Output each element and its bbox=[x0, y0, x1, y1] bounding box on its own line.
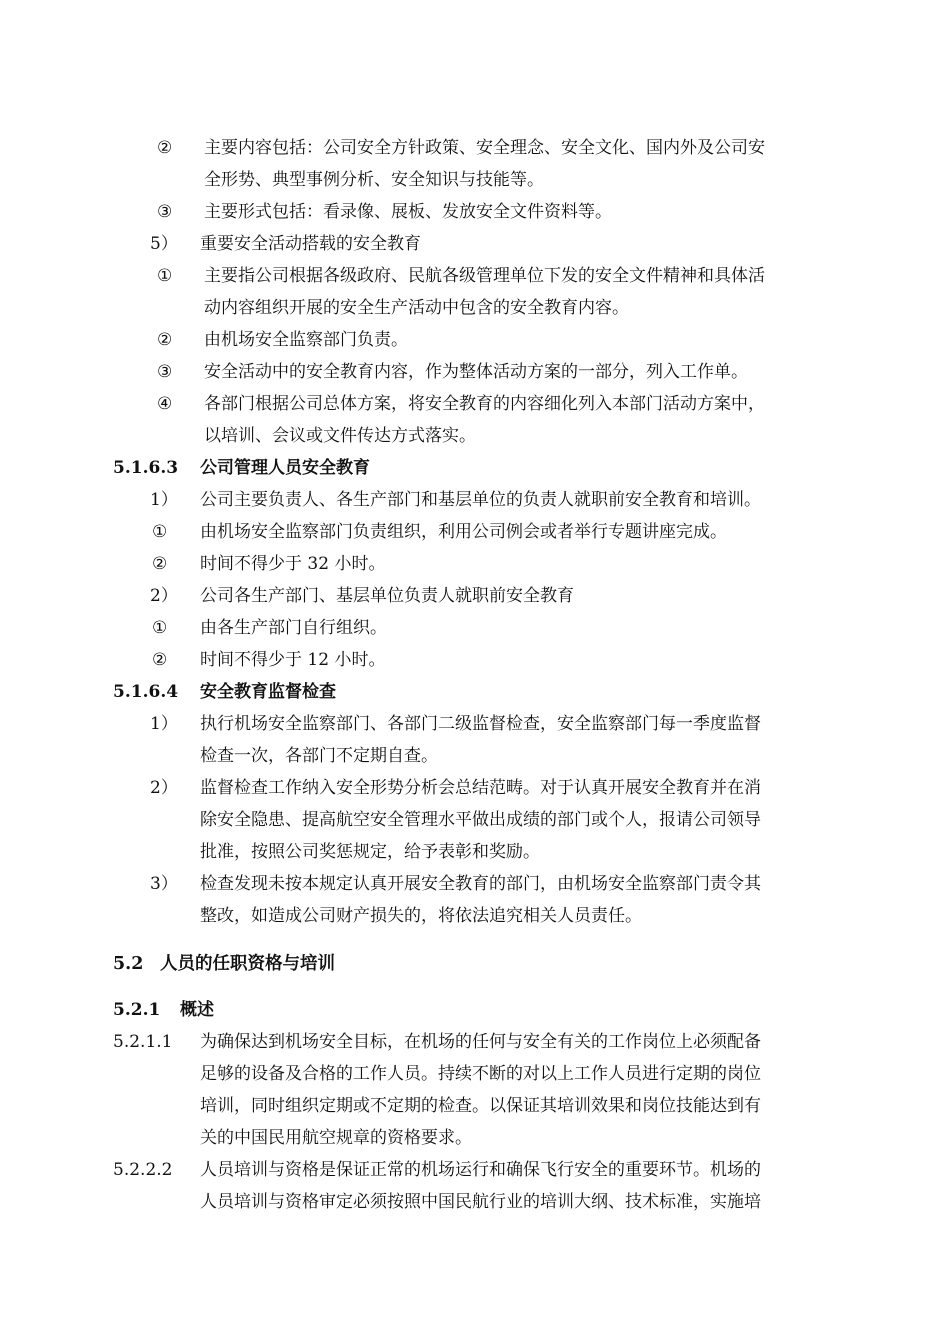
paragraph-line: 为确保达到机场安全目标，在机场的任何与安全有关的工作岗位上必须配备 bbox=[200, 1032, 761, 1052]
paragraph-line: 主要指公司根据各级政府、民航各级管理单位下发的安全文件精神和具体活 bbox=[204, 266, 765, 286]
clause-number: 5.2.1.1 bbox=[113, 1032, 173, 1052]
list-marker: 2） bbox=[150, 586, 178, 606]
paragraph-line: 足够的设备及合格的工作人员。持续不断的对以上工作人员进行定期的岗位 bbox=[200, 1064, 761, 1084]
paragraph-line: 人员培训与资格审定必须按照中国民航行业的培训大纲、技术标准，实施培 bbox=[200, 1192, 761, 1212]
paragraph-line: 公司主要负责人、各生产部门和基层单位的负责人就职前安全教育和培训。 bbox=[200, 490, 761, 510]
list-marker: ① bbox=[157, 266, 173, 286]
list-marker: 3） bbox=[150, 874, 178, 894]
paragraph-line: 公司各生产部门、基层单位负责人就职前安全教育 bbox=[200, 586, 574, 606]
list-marker: ④ bbox=[157, 394, 173, 414]
section-title: 概述 bbox=[180, 1000, 214, 1020]
paragraph-line: 除安全隐患、提高航空安全管理水平做出成绩的部门或个人，报请公司领导 bbox=[200, 810, 761, 830]
paragraph-line: 全形势、典型事例分析、安全知识与技能等。 bbox=[204, 170, 544, 190]
paragraph-line: 培训，同时组织定期或不定期的检查。以保证其培训效果和岗位技能达到有 bbox=[200, 1096, 761, 1116]
list-marker: ③ bbox=[157, 202, 173, 222]
paragraph-line: 时间不得少于 12 小时。 bbox=[200, 650, 386, 670]
list-marker: 1） bbox=[150, 714, 178, 734]
list-marker: 2） bbox=[150, 778, 178, 798]
paragraph-line: 各部门根据公司总体方案，将安全教育的内容细化列入本部门活动方案中， bbox=[204, 394, 765, 414]
list-marker: 1） bbox=[150, 490, 178, 510]
clause-number: 5.2.2.2 bbox=[113, 1160, 173, 1180]
section-title: 公司管理人员安全教育 bbox=[200, 458, 370, 478]
paragraph-line: 关的中国民用航空规章的资格要求。 bbox=[200, 1128, 472, 1148]
section-title: 人员的任职资格与培训 bbox=[160, 954, 335, 974]
section-number: 5.2 bbox=[113, 954, 144, 974]
section-title: 安全教育监督检查 bbox=[200, 682, 336, 702]
paragraph-line: 重要安全活动搭载的安全教育 bbox=[200, 234, 421, 254]
list-marker: 5） bbox=[150, 234, 178, 254]
paragraph-line: 执行机场安全监察部门、各部门二级监督检查，安全监察部门每一季度监督 bbox=[200, 714, 761, 734]
paragraph-line: 时间不得少于 32 小时。 bbox=[200, 554, 386, 574]
paragraph-line: 动内容组织开展的安全生产活动中包含的安全教育内容。 bbox=[204, 298, 629, 318]
list-marker: ② bbox=[152, 650, 168, 670]
list-marker: ② bbox=[152, 554, 168, 574]
list-marker: ③ bbox=[157, 362, 173, 382]
paragraph-line: 由各生产部门自行组织。 bbox=[200, 618, 387, 638]
paragraph-line: 由机场安全监察部门负责。 bbox=[204, 330, 408, 350]
paragraph-line: 人员培训与资格是保证正常的机场运行和确保飞行安全的重要环节。机场的 bbox=[200, 1160, 761, 1180]
section-number: 5.1.6.3 bbox=[113, 458, 179, 478]
section-number: 5.1.6.4 bbox=[113, 682, 179, 702]
paragraph-line: 以培训、会议或文件传达方式落实。 bbox=[204, 426, 476, 446]
paragraph-line: 批准，按照公司奖惩规定，给予表彰和奖励。 bbox=[200, 842, 540, 862]
section-number: 5.2.1 bbox=[113, 1000, 161, 1020]
list-marker: ① bbox=[152, 618, 168, 638]
paragraph-line: 监督检查工作纳入安全形势分析会总结范畴。对于认真开展安全教育并在消 bbox=[200, 778, 761, 798]
list-marker: ② bbox=[157, 330, 173, 350]
paragraph-line: 安全活动中的安全教育内容，作为整体活动方案的一部分，列入工作单。 bbox=[204, 362, 748, 382]
paragraph-line: 主要形式包括：看录像、展板、发放安全文件资料等。 bbox=[204, 202, 612, 222]
paragraph-line: 检查发现未按本规定认真开展安全教育的部门，由机场安全监察部门责令其 bbox=[200, 874, 761, 894]
paragraph-line: 检查一次，各部门不定期自查。 bbox=[200, 746, 438, 766]
paragraph-line: 由机场安全监察部门负责组织，利用公司例会或者举行专题讲座完成。 bbox=[200, 522, 727, 542]
list-marker: ② bbox=[157, 138, 173, 158]
list-marker: ① bbox=[152, 522, 168, 542]
paragraph-line: 主要内容包括：公司安全方针政策、安全理念、安全文化、国内外及公司安 bbox=[204, 138, 765, 158]
paragraph-line: 整改，如造成公司财产损失的，将依法追究相关人员责任。 bbox=[200, 906, 642, 926]
